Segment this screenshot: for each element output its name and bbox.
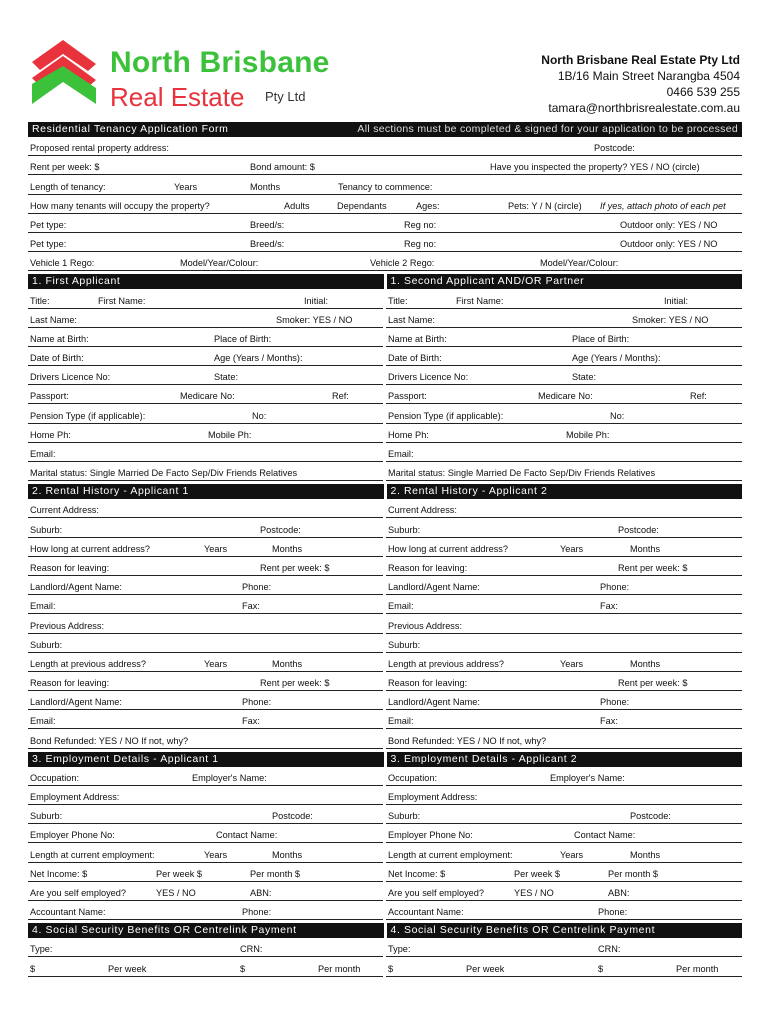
employer-phone-label: Employer Phone No:: [388, 830, 473, 841]
age-label: Age (Years / Months):: [214, 353, 303, 364]
field-row[interactable]: [28, 424, 383, 443]
outdoor-label: Outdoor only: YES / NO: [620, 219, 718, 230]
ref-label: Ref:: [690, 391, 707, 402]
field-row[interactable]: [28, 805, 383, 824]
field-row[interactable]: [28, 347, 383, 366]
months-label: Months: [250, 181, 281, 192]
field-row[interactable]: [386, 901, 742, 920]
ages-label: Ages:: [416, 200, 440, 211]
section-employment-2: 3. Employment Details - Applicant 2: [387, 752, 743, 767]
accountant-label: Accountant Name:: [388, 907, 464, 918]
field-row[interactable]: [386, 404, 742, 423]
previous-address-label: Previous Address:: [388, 620, 463, 631]
postcode-label: Postcode:: [618, 524, 659, 535]
dollar-label: $: [30, 963, 36, 974]
model-label: Model/Year/Colour:: [540, 258, 619, 269]
bond-refunded-label: Bond Refunded: YES / NO If not, why?: [30, 735, 189, 746]
employment2-column: [386, 767, 742, 921]
field-row[interactable]: [28, 576, 383, 595]
field-row[interactable]: [386, 595, 742, 614]
reason-label: Reason for leaving:: [388, 562, 468, 573]
field-row[interactable]: [386, 653, 742, 672]
rent-label: Rent per week: $: [618, 562, 688, 573]
field-row[interactable]: [28, 882, 383, 901]
email-label: Email:: [388, 716, 414, 727]
phone-label: Phone:: [600, 582, 630, 593]
abn-label: ABN:: [608, 887, 630, 898]
age-label: Age (Years / Months):: [572, 353, 661, 364]
field-row[interactable]: [386, 385, 742, 404]
commence-label: Tenancy to commence:: [338, 181, 433, 192]
dependants-label: Dependants: [337, 200, 387, 211]
field-row[interactable]: [386, 289, 742, 308]
field-row[interactable]: [28, 957, 383, 976]
rent-label: Rent per week: $: [260, 562, 330, 573]
tenants-label: How many tenants will occupy the property?: [30, 200, 210, 211]
phone-label: Phone:: [242, 907, 272, 918]
field-row[interactable]: [386, 634, 742, 653]
per-week-label: Per week: [466, 963, 505, 974]
home-ph-label: Home Ph:: [30, 429, 71, 440]
per-month-label: Per month: [676, 963, 719, 974]
breed-label: Breed/s:: [250, 219, 285, 230]
field-row[interactable]: [386, 614, 742, 633]
company-details: [541, 52, 740, 116]
landlord-label: Landlord/Agent Name:: [30, 697, 122, 708]
title-label: Title:: [388, 295, 408, 306]
rent-label: Rent per week: $: [618, 678, 688, 689]
field-row[interactable]: [28, 328, 383, 347]
applicant-columns: [28, 289, 742, 481]
suburb-label: Suburb:: [388, 811, 421, 822]
marital-label: Marital status: Single Married De Facto Sep/Div Friends Relatives: [388, 468, 656, 479]
vehicle1-label: Vehicle 1 Rego:: [30, 258, 95, 269]
per-month-label: Per month: [318, 963, 361, 974]
length-employment-label: Length at current employment:: [30, 849, 155, 860]
employment-address-label: Employment Address:: [388, 792, 478, 802]
contact-label: Contact Name:: [216, 830, 278, 841]
email-label: Email:: [388, 601, 414, 612]
field-row[interactable]: [386, 767, 742, 786]
marital-label: Marital status: Single Married De Facto Sep/Div Friends Relatives: [30, 468, 298, 479]
crn-label: CRN:: [598, 944, 621, 955]
previous-address-label: Previous Address:: [30, 620, 105, 631]
postcode-label: Postcode:: [630, 811, 671, 822]
abn-label: ABN:: [250, 887, 272, 898]
pension-label: Pension Type (if applicable):: [388, 410, 504, 421]
field-row[interactable]: [386, 462, 742, 481]
mobile-ph-label: Mobile Ph:: [208, 429, 252, 440]
self-employed-label: Are you self employed?: [388, 887, 485, 898]
name-birth-label: Name at Birth:: [388, 333, 447, 344]
field-row[interactable]: [28, 557, 383, 576]
medicare-label: Medicare No:: [180, 391, 235, 402]
dollar-label: $: [598, 963, 604, 974]
field-row[interactable]: [28, 443, 383, 462]
yes-no-label: YES / NO: [156, 887, 196, 898]
place-birth-label: Place of Birth:: [572, 333, 630, 344]
contact-label: Contact Name:: [574, 830, 636, 841]
smoker-label: Smoker: YES / NO: [632, 314, 709, 325]
field-row[interactable]: [386, 691, 742, 710]
initial-label: Initial:: [664, 295, 689, 306]
field-row[interactable]: [28, 404, 383, 423]
field-row[interactable]: [386, 672, 742, 691]
phone-label: Phone:: [600, 697, 630, 708]
place-birth-label: Place of Birth:: [214, 333, 272, 344]
length-prev-label: Length at previous address?: [30, 658, 146, 669]
form-title: Residential Tenancy Application Form: [32, 123, 229, 135]
dob-label: Date of Birth:: [388, 353, 442, 364]
crn-label: CRN:: [240, 944, 263, 955]
pets-note: If yes, attach photo of each pet: [600, 200, 726, 211]
fax-label: Fax:: [242, 601, 260, 612]
applicant1-column: [28, 289, 383, 481]
per-week-label: Per week $: [156, 868, 202, 879]
last-name-label: Last Name:: [30, 314, 77, 325]
field-row[interactable]: [28, 843, 383, 862]
licence-label: Drivers Licence No:: [30, 372, 111, 383]
suburb-label: Suburb:: [388, 639, 421, 650]
field-row[interactable]: [28, 653, 383, 672]
email-label: Email:: [30, 449, 56, 459]
employer-label: Employer's Name:: [192, 772, 267, 783]
occupation-label: Occupation:: [388, 772, 438, 783]
first-name-label: First Name:: [456, 295, 504, 306]
no-label: No:: [610, 410, 625, 421]
postcode-label: Postcode:: [260, 524, 301, 535]
medicare-label: Medicare No:: [538, 391, 593, 402]
months-label: Months: [272, 849, 303, 860]
reason-label: Reason for leaving:: [30, 562, 110, 573]
accountant-label: Accountant Name:: [30, 907, 106, 918]
employment-columns: [28, 767, 742, 921]
outdoor-label: Outdoor only: YES / NO: [620, 239, 718, 250]
field-row[interactable]: [386, 443, 742, 462]
vehicle2-label: Vehicle 2 Rego:: [370, 258, 435, 269]
house-logo-icon: [30, 40, 100, 106]
field-row[interactable]: [28, 462, 383, 481]
per-week-label: Per week: [108, 963, 147, 974]
field-row[interactable]: [28, 499, 383, 518]
field-row[interactable]: [28, 710, 383, 729]
pets-label: Pets: Y / N (circle): [508, 200, 582, 211]
form-title-bar: [28, 122, 742, 137]
phone-label: Phone:: [598, 907, 628, 918]
field-row[interactable]: [386, 424, 742, 443]
rental-columns: [28, 499, 742, 748]
passport-label: Passport:: [30, 391, 69, 402]
field-row[interactable]: [28, 786, 383, 805]
current-address-label: Current Address:: [388, 505, 457, 516]
length-prev-label: Length at previous address?: [388, 658, 504, 669]
field-row[interactable]: [386, 366, 742, 385]
postcode-label: Postcode:: [272, 811, 313, 822]
years-label: Years: [204, 543, 228, 554]
field-row[interactable]: [386, 805, 742, 824]
fax-label: Fax:: [242, 716, 260, 727]
field-row[interactable]: [386, 347, 742, 366]
field-row[interactable]: [386, 957, 742, 976]
field-row[interactable]: [28, 767, 383, 786]
suburb-label: Suburb:: [30, 524, 63, 535]
phone-label: Phone:: [242, 582, 272, 593]
benefits2-column: [386, 938, 742, 976]
pet-type-label: Pet type:: [30, 239, 67, 250]
bond-label: Bond amount: $: [250, 162, 315, 173]
phone-label: Phone:: [242, 697, 272, 708]
brand-name-line2: Real Estate: [110, 82, 245, 112]
section-first-applicant: 1. First Applicant: [28, 274, 384, 289]
field-row[interactable]: [28, 901, 383, 920]
field-row[interactable]: [386, 518, 742, 537]
type-label: Type:: [388, 944, 411, 955]
length-employment-label: Length at current employment:: [388, 849, 513, 860]
benefits1-column: [28, 938, 383, 976]
field-row[interactable]: [28, 195, 742, 214]
adults-label: Adults: [284, 200, 310, 211]
passport-label: Passport:: [388, 391, 427, 402]
suburb-label: Suburb:: [388, 524, 421, 535]
company-logo: [30, 40, 350, 112]
months-label: Months: [630, 849, 661, 860]
years-label: Years: [560, 849, 584, 860]
field-row[interactable]: [28, 595, 383, 614]
years-label: Years: [204, 658, 228, 669]
rental1-column: [28, 499, 383, 748]
years-label: Years: [560, 543, 584, 554]
regno-label: Reg no:: [404, 239, 437, 250]
type-label: Type:: [30, 944, 53, 955]
landlord-label: Landlord/Agent Name:: [388, 582, 480, 593]
field-row[interactable]: [386, 309, 742, 328]
company-name: North Brisbane Real Estate Pty Ltd: [541, 53, 740, 67]
breed-label: Breed/s:: [250, 239, 285, 250]
field-row[interactable]: [28, 252, 742, 271]
mobile-ph-label: Mobile Ph:: [566, 429, 610, 440]
tenancy-form: [28, 122, 742, 977]
company-email: tamara@northbrisrealestate.com.au: [548, 101, 740, 115]
how-long-label: How long at current address?: [30, 543, 151, 554]
suburb-label: Suburb:: [30, 811, 63, 822]
email-label: Email:: [388, 449, 414, 459]
property-address-label: Proposed rental property address:: [30, 143, 169, 154]
licence-label: Drivers Licence No:: [388, 372, 469, 383]
section-rental-2: 2. Rental History - Applicant 2: [387, 484, 743, 499]
no-label: No:: [252, 410, 267, 421]
years-label: Years: [560, 658, 584, 669]
field-row[interactable]: [28, 672, 383, 691]
first-name-label: First Name:: [98, 295, 146, 306]
section-bars: [28, 274, 742, 289]
brand-suffix: Pty Ltd: [265, 89, 306, 104]
reason-label: Reason for leaving:: [30, 678, 110, 689]
rent-label: Rent per week: $: [30, 162, 100, 173]
field-row[interactable]: [386, 328, 742, 347]
field-row[interactable]: [28, 863, 383, 882]
months-label: Months: [630, 658, 661, 669]
field-row[interactable]: [28, 214, 742, 233]
field-row[interactable]: [28, 289, 383, 308]
field-row[interactable]: [28, 309, 383, 328]
net-income-label: Net Income: $: [30, 868, 88, 879]
field-row[interactable]: [28, 233, 742, 252]
dollar-label: $: [240, 963, 246, 974]
initial-label: Initial:: [304, 295, 329, 306]
field-row[interactable]: [28, 729, 383, 748]
field-row[interactable]: [28, 385, 383, 404]
pension-label: Pension Type (if applicable):: [30, 410, 146, 421]
inspected-label: Have you inspected the property? YES / NO (circle): [490, 162, 700, 173]
years-label: Years: [204, 849, 228, 860]
regno-label: Reg no:: [404, 219, 437, 230]
dollar-label: $: [388, 963, 394, 974]
field-row[interactable]: [386, 824, 742, 843]
landlord-label: Landlord/Agent Name:: [30, 582, 122, 593]
employment-address-label: Employment Address:: [30, 792, 120, 802]
field-row[interactable]: [386, 729, 742, 748]
net-income-label: Net Income: $: [388, 868, 446, 879]
section-benefits-2: 4. Social Security Benefits OR Centrelink Payment: [387, 923, 743, 938]
field-row[interactable]: [28, 518, 383, 537]
field-row[interactable]: [28, 538, 383, 557]
field-row[interactable]: [28, 938, 383, 957]
rent-label: Rent per week: $: [260, 678, 330, 689]
field-row[interactable]: [386, 843, 742, 862]
field-row[interactable]: [386, 882, 742, 901]
applicant2-column: [386, 289, 742, 481]
employment1-column: [28, 767, 383, 921]
landlord-label: Landlord/Agent Name:: [388, 697, 480, 708]
bond-refunded-label: Bond Refunded: YES / NO If not, why?: [388, 735, 547, 746]
section-bars: [28, 752, 742, 767]
email-label: Email:: [30, 601, 56, 612]
field-row[interactable]: [386, 538, 742, 557]
field-row[interactable]: [28, 614, 383, 633]
dob-label: Date of Birth:: [30, 353, 84, 364]
years-label: Years: [174, 181, 198, 192]
months-label: Months: [272, 658, 303, 669]
benefits-columns: [28, 938, 742, 976]
rental2-column: [386, 499, 742, 748]
section-second-applicant: 1. Second Applicant AND/OR Partner: [387, 274, 743, 289]
field-row[interactable]: [386, 499, 742, 518]
brand-name-line1: North Brisbane: [110, 46, 330, 79]
form-notice: All sections must be completed & signed for your application to be processed: [357, 123, 738, 135]
current-address-label: Current Address:: [30, 505, 99, 516]
section-rental-1: 2. Rental History - Applicant 1: [28, 484, 384, 499]
field-row[interactable]: [28, 156, 742, 175]
ref-label: Ref:: [332, 391, 349, 402]
smoker-label: Smoker: YES / NO: [276, 314, 353, 325]
occupation-label: Occupation:: [30, 772, 80, 783]
per-month-label: Per month $: [250, 868, 301, 879]
fax-label: Fax:: [600, 716, 618, 727]
months-label: Months: [630, 543, 661, 554]
months-label: Months: [272, 543, 303, 554]
model-label: Model/Year/Colour:: [180, 258, 259, 269]
field-row[interactable]: [386, 786, 742, 805]
fax-label: Fax:: [600, 601, 618, 612]
self-employed-label: Are you self employed?: [30, 887, 127, 898]
employer-phone-label: Employer Phone No:: [30, 830, 115, 841]
state-label: State:: [214, 372, 239, 383]
pet-type-label: Pet type:: [30, 219, 67, 230]
field-row[interactable]: [386, 863, 742, 882]
field-row[interactable]: [386, 710, 742, 729]
section-employment-1: 3. Employment Details - Applicant 1: [28, 752, 384, 767]
postcode-label: Postcode:: [594, 143, 635, 154]
reason-label: Reason for leaving:: [388, 678, 468, 689]
suburb-label: Suburb:: [30, 639, 63, 650]
email-label: Email:: [30, 716, 56, 727]
last-name-label: Last Name:: [388, 314, 435, 325]
section-bars: [28, 923, 742, 938]
field-row[interactable]: [28, 634, 383, 653]
field-row[interactable]: [28, 137, 742, 156]
tenancy-length-label: Length of tenancy:: [30, 181, 106, 192]
field-row[interactable]: [28, 175, 742, 194]
yes-no-label: YES / NO: [514, 887, 554, 898]
field-row[interactable]: [386, 557, 742, 576]
section-bars: [28, 484, 742, 499]
per-week-label: Per week $: [514, 868, 560, 879]
name-birth-label: Name at Birth:: [30, 333, 89, 344]
title-label: Title:: [30, 295, 50, 306]
company-address: 1B/16 Main Street Narangba 4504: [557, 69, 740, 83]
field-row[interactable]: [28, 366, 383, 385]
section-benefits-1: 4. Social Security Benefits OR Centrelink Payment: [28, 923, 384, 938]
state-label: State:: [572, 372, 597, 383]
field-row[interactable]: [386, 576, 742, 595]
employer-label: Employer's Name:: [550, 772, 625, 783]
company-phone: 0466 539 255: [666, 85, 740, 99]
how-long-label: How long at current address?: [388, 543, 509, 554]
home-ph-label: Home Ph:: [388, 429, 429, 440]
field-row[interactable]: [28, 691, 383, 710]
per-month-label: Per month $: [608, 868, 659, 879]
field-row[interactable]: [28, 824, 383, 843]
field-row[interactable]: [386, 938, 742, 957]
